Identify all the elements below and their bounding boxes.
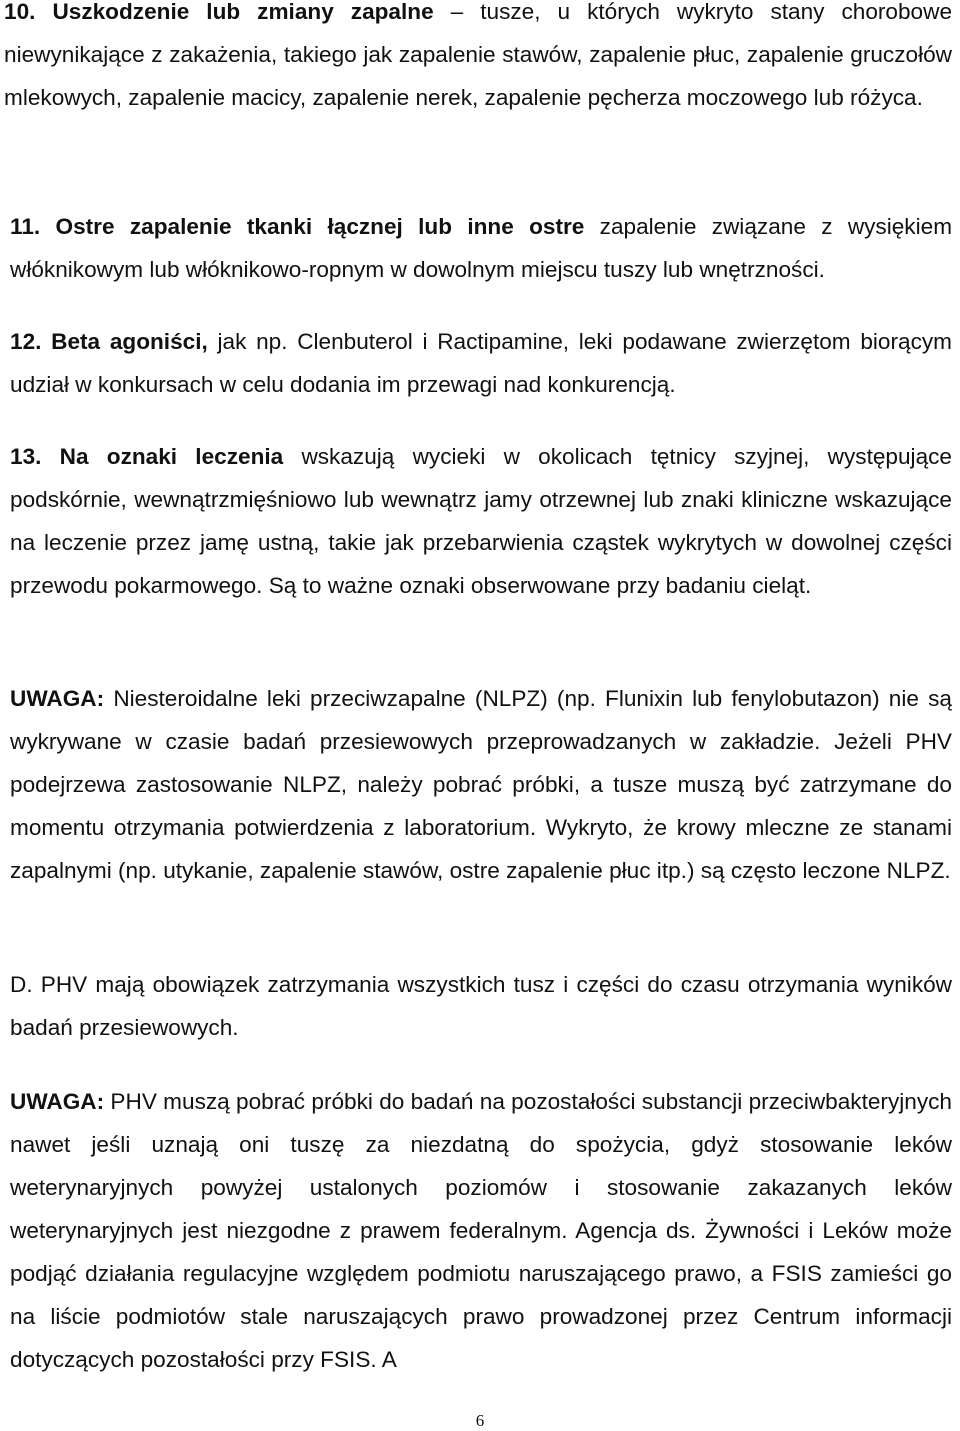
section-d-text: D. PHV mają obowiązek zatrzymania wszystkich tusz i części do czasu otrzymania wyników badań przesiewowych. [10, 972, 952, 1040]
item-11-body: zapalenie związane z wysiękiem włóknikowym lub włóknikowo-ropnym w dowolnym miejscu tuszy lub wnętrzności. [10, 214, 953, 282]
item-12-paragraph [10, 320, 952, 406]
item-12-number: 12. [10, 329, 42, 354]
item-10-paragraph [4, 0, 952, 119]
item-10-body: – tusze, u których wykryto stany chorobowe niewynikające z zakażenia, takiego jak zapalenie stawów, zapalenie płuc, zapalenie gruczołów mlekowych, zapalenie macicy, zapalenie nerek, zapalenie pęcherza moczowego lub różyca. [4, 0, 953, 110]
item-13-body: wskazują wycieki w okolicach tętnicy szyjnej, występujące podskórnie, wewnątrzmięśniowo lub wewnątrz jamy otrzewnej lub znaki kliniczne wskazujące na leczenie przez jamę ustną, takie jak przebarwienia cząstek wykrytych w dowolnej części przewodu pokarmowego. Są to ważne oznaki obserwowane przy badaniu cieląt. [10, 444, 953, 598]
item-11-paragraph [10, 205, 952, 291]
item-11-number: 11. [10, 214, 41, 239]
section-d-paragraph [10, 963, 952, 1049]
item-12-body: jak np. Clenbuterol i Ractipamine, leki podawane zwierzętom biorącym udział w konkursach w celu dodania im przewagi nad konkurencją. [10, 329, 952, 397]
page-number: 6 [475, 1411, 485, 1430]
item-13-paragraph [10, 435, 952, 607]
note-1-body: Niesteroidalne leki przeciwzapalne (NLPZ) (np. Flunixin lub fenylobutazon) nie są wykrywane w czasie badań przesiewowych przeprowadzanych w zakładzie. Jeżeli PHV podejrzewa zastosowanie NLPZ, należy pobrać próbki, a tusze muszą być zatrzymane do momentu otrzymania potwierdzenia z laboratorium. Wykryto, że krowy mleczne ze stanami zapalnymi (np. utykanie, zapalenie stawów, ostre zapalenie płuc itp.) są często leczone NLPZ. [10, 686, 952, 883]
item-11-heading: Ostre zapalenie tkanki łącznej lub inne ostre [55, 214, 585, 239]
item-10-heading: Uszkodzenie lub zmiany zapalne [52, 0, 434, 24]
note-2-paragraph [10, 1080, 952, 1381]
item-10-number: 10. [4, 0, 36, 24]
item-13-number: 13. [10, 444, 42, 469]
item-13-heading: Na oznaki leczenia [59, 444, 284, 469]
note-1-paragraph [10, 677, 952, 892]
note-2-body: PHV muszą pobrać próbki do badań na pozostałości substancji przeciwbakteryjnych nawet jeśli uznają oni tuszę za niezdatną do spożycia, gdyż stosowanie leków weterynaryjnych powyżej ustalonych poziomów i stosowanie zakazanych leków weterynaryjnych jest niezgodne z prawem federalnym. Agencja ds. Żywności i Leków może podjąć działania regulacyjne względem podmiotu naruszającego prawo, a FSIS zamieści go na liście podmiotów stale naruszających prawo prowadzonej przez Centrum informacji dotyczących pozostałości przy FSIS. A [10, 1089, 952, 1372]
note-1-label: UWAGA: [10, 686, 105, 711]
item-12-heading: Beta agoniści, [51, 329, 208, 354]
note-2-label: UWAGA: [10, 1089, 105, 1114]
